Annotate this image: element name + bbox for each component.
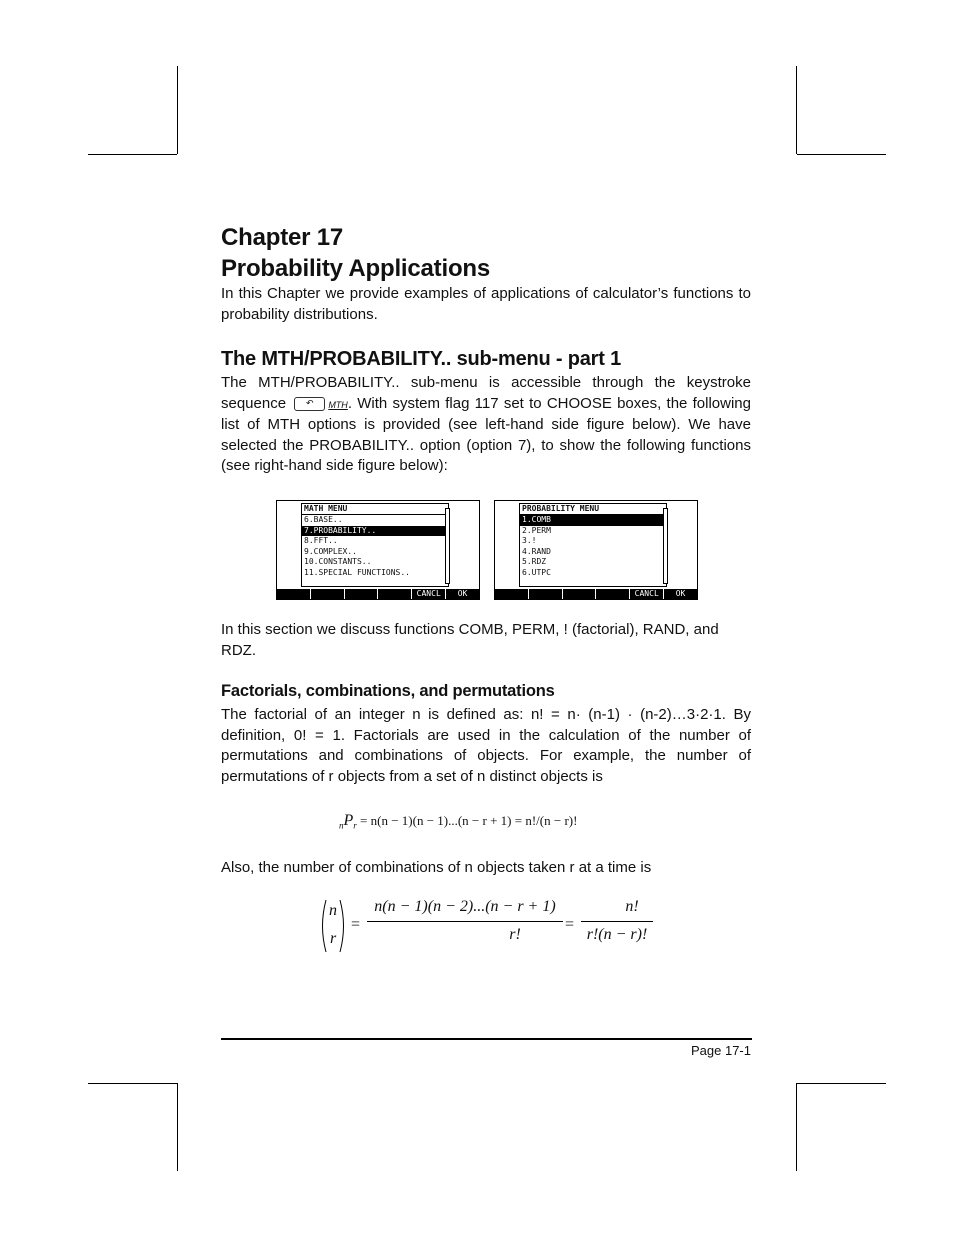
scrollbar[interactable]: [445, 508, 450, 584]
menu-item[interactable]: 10.CONSTANTS..: [304, 557, 372, 566]
section-heading: The MTH/PROBABILITY.. sub-menu - part 1: [221, 348, 621, 370]
menu-item[interactable]: 4.RAND: [522, 546, 551, 556]
menu-item[interactable]: 9.COMPLEX..: [304, 546, 357, 556]
softkey[interactable]: [345, 589, 379, 599]
binomial-top: n: [329, 902, 337, 919]
choose-box: [519, 503, 667, 587]
fraction-1-denominator: r!: [509, 926, 521, 943]
choose-box: [301, 503, 449, 587]
menu-item[interactable]: 2.PERM: [522, 525, 551, 535]
menu-item[interactable]: 6.UTPC: [522, 567, 551, 577]
screen-title: MATH MENU: [302, 504, 448, 515]
softkey-bar: [277, 589, 479, 599]
perm-symbol: P: [343, 812, 354, 829]
fraction-1-numerator: n(n − 1)(n − 2)...(n − r + 1): [374, 898, 556, 915]
crop-mark: [177, 66, 178, 154]
permutation-formula: [339, 812, 577, 831]
probability-menu-screen: [494, 500, 698, 600]
crop-mark: [797, 1083, 886, 1084]
screen-title: PROBABILITY MENU: [520, 504, 666, 515]
menu-item[interactable]: 11.SPECIAL FUNCTIONS..: [304, 567, 410, 577]
equals-sign: =: [565, 916, 575, 933]
factorial-paragraph: The factorial of an integer n is defined as: n! = n· (n-1) · (n-2)…3·2·1. By definition, 0! = 1. Factorials are used in the calculation of the number of permutations and combinations of objects. For example, the number of permutations of r objects from a set of n distinct objects is: [221, 706, 751, 785]
menu-item[interactable]: 3.!: [522, 536, 537, 545]
pre-subscript: n: [339, 820, 344, 831]
fraction-2-numerator: n!: [625, 898, 639, 915]
crop-mark: [88, 154, 177, 155]
cancel-softkey[interactable]: CANCL: [630, 589, 664, 599]
crop-mark: [88, 1083, 177, 1084]
perm-rhs: = n(n − 1)(n − 1)...(n − r + 1) = n!/(n − r)!: [360, 813, 578, 828]
softkey[interactable]: [495, 589, 529, 599]
page-number: Page 17-1: [691, 1043, 751, 1058]
softkey[interactable]: [277, 589, 311, 599]
math-menu-screen: [276, 500, 480, 600]
softkey-bar: [495, 589, 697, 599]
subsection-heading: Factorials, combinations, and permutations: [221, 682, 555, 700]
binomial-bottom: r: [330, 930, 337, 947]
softkey[interactable]: [563, 589, 597, 599]
section-paragraph: [221, 373, 751, 477]
fraction-2: [581, 898, 653, 944]
functions-paragraph: In this section we discuss functions COMB, PERM, ! (factorial), RAND, and RDZ.: [221, 621, 719, 659]
menu-item[interactable]: 6.BASE..: [304, 515, 343, 524]
fraction-2-denominator: r!(n − r)!: [586, 926, 648, 943]
equals-sign: =: [351, 916, 361, 933]
mth-key-label: MTH: [328, 399, 348, 410]
combination-formula: [319, 898, 659, 954]
softkey[interactable]: [378, 589, 412, 599]
ok-softkey[interactable]: OK: [675, 589, 686, 598]
crop-mark: [177, 1083, 178, 1171]
menu-item[interactable]: 8.FFT..: [304, 536, 338, 545]
crop-mark: [796, 1083, 797, 1171]
binomial: [319, 898, 347, 954]
menu-item[interactable]: 5.RDZ: [522, 557, 547, 566]
crop-mark: [796, 66, 797, 154]
menu-item-selected[interactable]: 1.COMB: [520, 515, 666, 526]
menu-item-selected[interactable]: 7.PROBABILITY..: [302, 526, 448, 537]
scrollbar[interactable]: [663, 508, 668, 584]
footer-rule: [221, 1038, 752, 1040]
cancel-softkey[interactable]: CANCL: [412, 589, 446, 599]
crop-mark: [797, 154, 886, 155]
calculator-screens: [276, 500, 696, 599]
softkey[interactable]: [311, 589, 345, 599]
left-shift-key-icon: ↶: [294, 397, 325, 411]
section-text-after-key: . With system flag 117 set to CHOOSE boxes, the following list of MTH options is provided (see left-hand side figure below). We have selected the PROBABILITY.. option (option 7), to show the following functions (see right-hand side figure below):: [221, 394, 751, 474]
ok-softkey[interactable]: OK: [457, 589, 468, 598]
combination-paragraph: Also, the number of combinations of n objects taken r at a time is: [221, 859, 652, 876]
chapter-title: Probability Applications: [221, 255, 491, 282]
softkey[interactable]: [596, 589, 630, 599]
fraction-bar: [581, 921, 653, 922]
lower-content: [221, 620, 751, 787]
softkey[interactable]: [529, 589, 563, 599]
section-text-before-key: The MTH/PROBABILITY.. sub-menu is accessible through the keystroke sequence: [221, 374, 751, 412]
fraction-bar: [367, 921, 563, 922]
fraction-1: [367, 898, 563, 944]
page-content: [221, 222, 751, 477]
chapter-intro: In this Chapter we provide examples of applications of calculator’s functions to probability distributions.: [221, 285, 751, 323]
post-subscript: r: [353, 820, 357, 831]
chapter-number: Chapter 17: [221, 224, 344, 251]
